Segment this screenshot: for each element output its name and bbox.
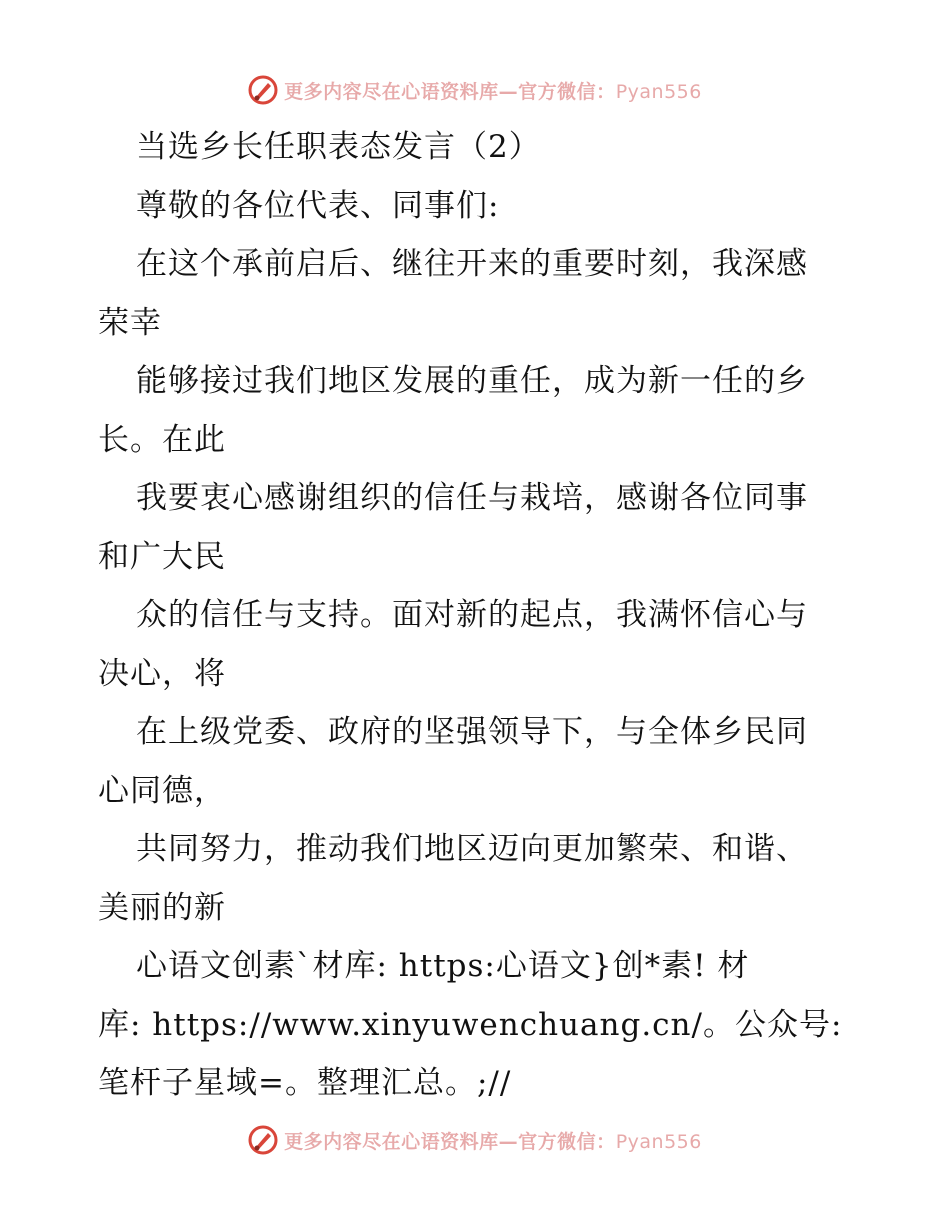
brush-pen-logo-icon [248,75,278,105]
banner-separator: — [498,1130,519,1153]
banner-main-text: 更多内容尽在心语资料库 [284,80,499,103]
salutation: 尊敬的各位代表、同事们: [136,187,500,224]
banner-official-text: 官方微信： [518,80,616,103]
footer-banner [0,1120,950,1160]
header-banner [0,70,950,110]
paragraph-line: 在这个承前启后、继往开来的重要时刻，我深感 [136,246,808,282]
paragraph-line: 和广大民 [98,538,226,575]
source-note-line: 笔杆子星域=。整理汇总。;// [98,1065,512,1101]
paragraph-line: 心同德， [98,772,226,809]
paragraph-line: 众的信任与支持。面对新的起点，我满怀信心与 [136,597,808,633]
paragraph-line: 能够接过我们地区发展的重任，成为新一任的乡 [136,363,808,399]
paragraph-line: 长。在此 [98,421,226,458]
paragraph-line: 在上级党委、政府的坚强领导下，与全体乡民同 [136,714,808,750]
paragraph-line: 我要衷心感谢组织的信任与栽培，感谢各位同事 [136,480,808,516]
banner-official-text: 官方微信： [518,1130,616,1153]
banner-handle: Pyan556 [615,80,702,103]
source-note-line: 心语文创素`材库: https:心语文}创*素! 材 [136,948,750,984]
banner-handle: Pyan556 [615,1130,702,1153]
document-body [98,118,858,1113]
document-title: 当选乡长任职表态发言（2） [136,129,541,165]
paragraph-line: 美丽的新 [98,889,226,926]
banner-main-text: 更多内容尽在心语资料库 [284,1130,499,1153]
banner-text [284,1127,702,1154]
banner-separator: — [498,80,519,103]
brush-pen-logo-icon [248,1125,278,1155]
paragraph-line: 决心，将 [98,655,226,692]
paragraph-line: 共同努力，推动我们地区迈向更加繁荣、和谐、 [136,831,808,867]
paragraph-line: 荣幸 [98,304,162,341]
banner-text [284,77,702,104]
source-note-line: 库: https://www.xinyuwenchuang.cn/。公众号: [98,1006,843,1043]
